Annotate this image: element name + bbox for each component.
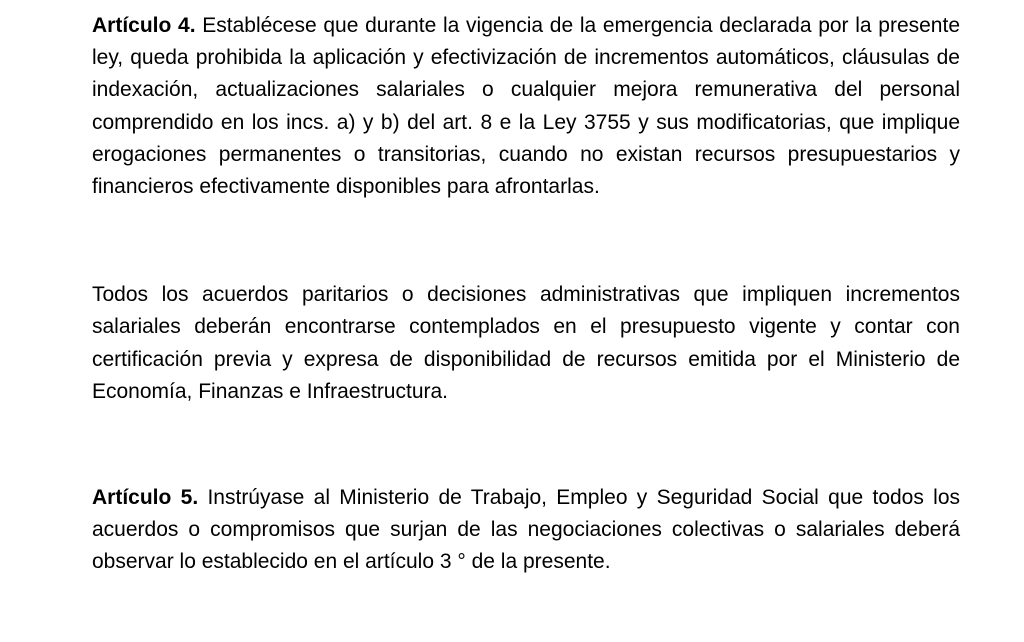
document-page [92, 10, 960, 579]
article-4-second-text: Todos los acuerdos paritarios o decisiones administrativas que impliquen incrementos salariales deberán encontrarse contemplados en el presupuesto vigente y contar con certificación previa y expresa de disponibilidad de recursos emitida por el Ministerio de Economía, Finanzas e Infraestructura. [92, 283, 960, 403]
article-4-second-paragraph [92, 279, 960, 408]
article-4-text: Establécese que durante la vigencia de la emergencia declarada por la presente ley, queda prohibida la aplicación y efectivización de incrementos automáticos, cláusulas de indexación, actualizaciones salariales o cualquier mejora remunerativa del personal comprendido en los incs. a) y b) del art. 8 e la Ley 3755 y sus modificatorias, que implique erogaciones permanentes o transitorias, cuando no existan recursos presupuestarios y financieros efectivamente disponibles para afrontarlas. [92, 14, 960, 199]
article-5-heading: Artículo 5. [92, 486, 199, 510]
article-4-heading: Artículo 4. [92, 14, 196, 37]
article-5-paragraph [92, 482, 960, 579]
article-4-paragraph [92, 10, 960, 203]
article-5-text: Instrúyase al Ministerio de Trabajo, Empleo y Seguridad Social que todos los acuerdos o compromisos que surjan de las negociaciones colectivas o salariales deberá observar lo establecido en el artículo 3 ° de la presente. [92, 486, 961, 574]
